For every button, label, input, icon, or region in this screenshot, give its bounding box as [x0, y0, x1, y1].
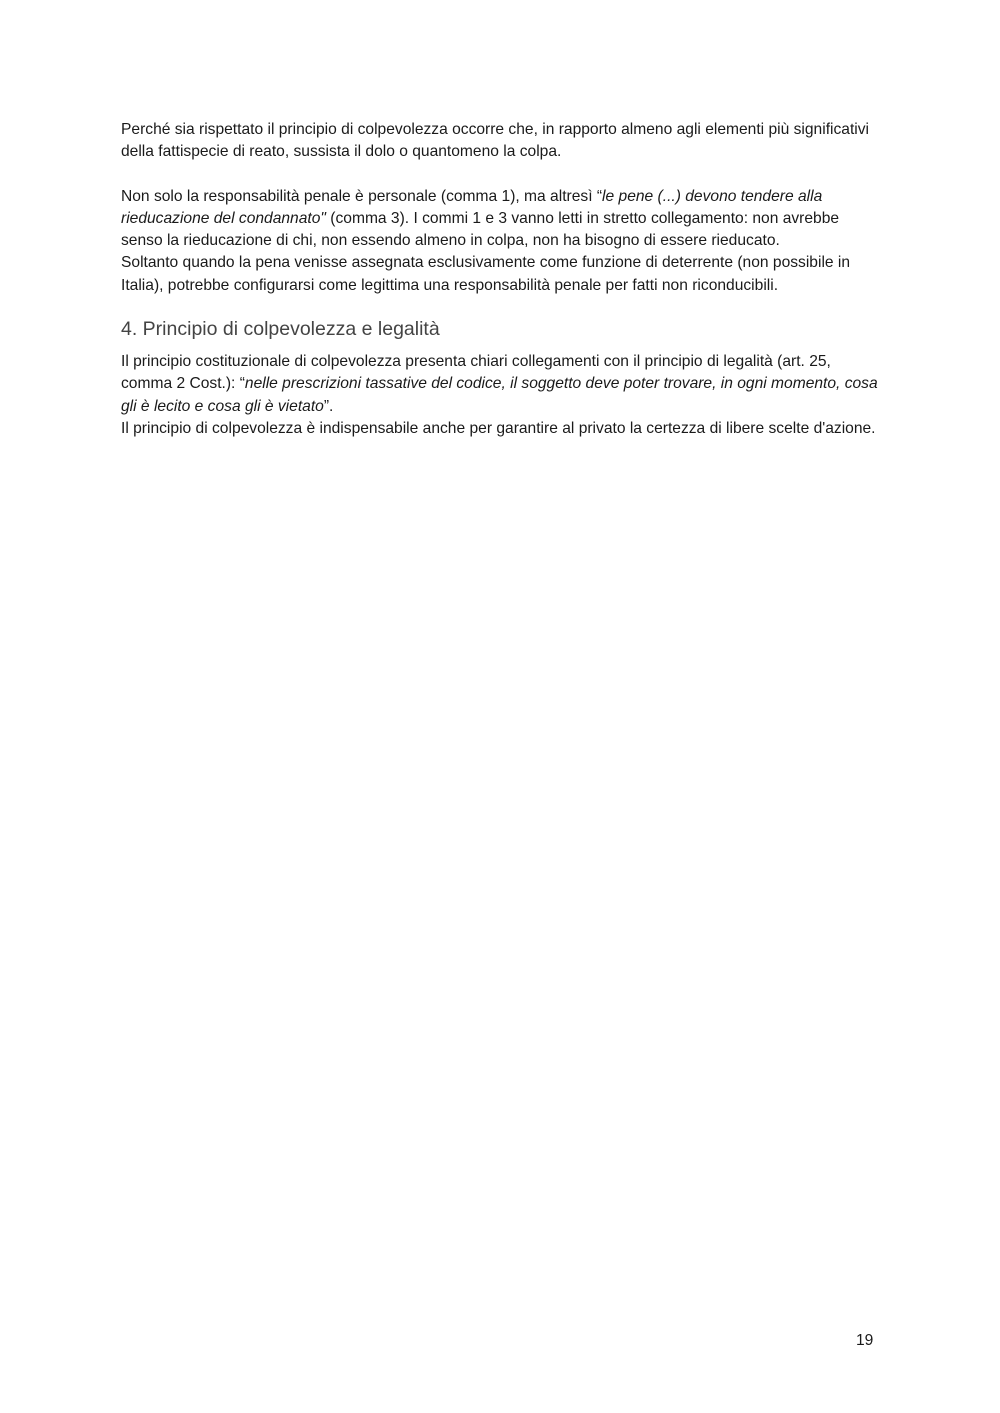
italic-quote: le pene (...) devono tendere alla rieducazione del condannato" — [121, 187, 823, 227]
paragraph-text: Il principio costituzionale di colpevolezza presenta chiari collegamenti con il principio di legalità (art. 25, comma 2 Cost.): “ — [121, 353, 831, 393]
paragraph-legalita — [121, 351, 881, 418]
paragraph-text: Non solo la responsabilità penale è personale (comma 1), ma altresì “ — [121, 187, 603, 205]
page-number: 19 — [856, 1332, 874, 1349]
paragraph-deterrente: Soltanto quando la pena venisse assegnata esclusivamente come funzione di deterrente (non possibile in Italia), potrebbe configurarsi come legittima una responsabilità penale per fatti non riconducibili. — [121, 254, 851, 294]
paragraph-dolo-colpa: Perché sia rispettato il principio di colpevolezza occorre che, in rapporto almeno agli elementi più significativi della fattispecie di reato, sussista il dolo o quantomeno la colpa. — [121, 121, 870, 161]
paragraph-text: (comma 3). I commi 1 e 3 vanno letti in stretto collegamento: non avrebbe senso la rieducazione di chi, non essendo almeno in colpa, non ha bisogno di essere rieducato. — [121, 209, 840, 250]
italic-quote: nelle prescrizioni tassative del codice, il soggetto deve poter trovare, in ogni momento, cosa gli è lecito e cosa gli è vietato — [121, 375, 878, 415]
paragraph-certezza: Il principio di colpevolezza è indispensabile anche per garantire al privato la certezza di libere scelte d'azione. — [121, 419, 876, 437]
document-page — [121, 119, 881, 440]
paragraph-text: ”. — [323, 397, 334, 415]
section-heading: 4. Principio di colpevolezza e legalità — [121, 318, 440, 341]
paragraph-rieducazione — [121, 186, 881, 253]
paragraph-spacer — [121, 164, 881, 186]
